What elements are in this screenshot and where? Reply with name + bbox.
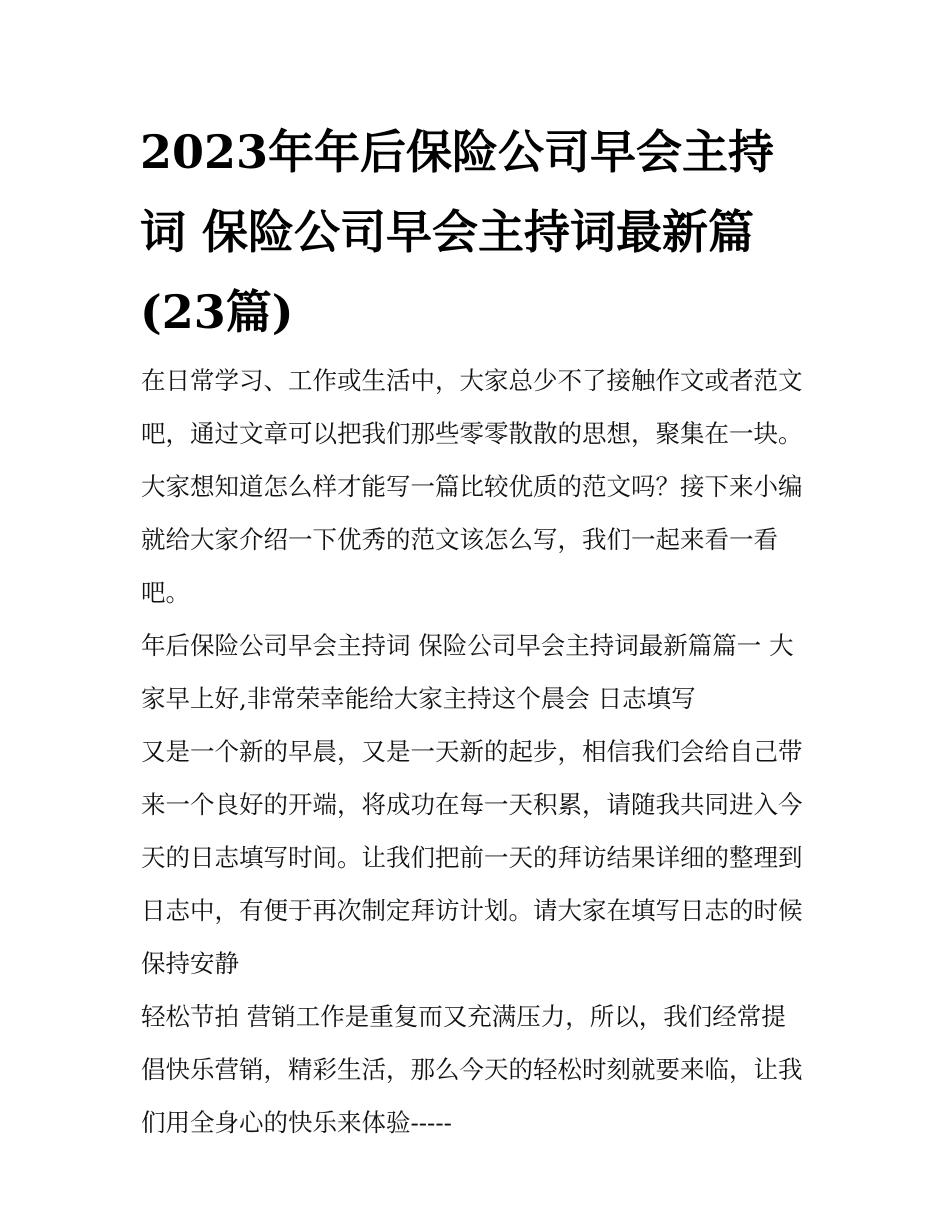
body-line: 大家想知道怎么样才能写一篇比较优质的范文吗？接下来小编: [141, 472, 803, 501]
body-line: 吧。: [141, 578, 190, 607]
document-body: [141, 354, 831, 1149]
body-line: 来一个良好的开端，将成功在每一天积累，请随我共同进入今: [141, 790, 803, 819]
body-line: 在日常学习、工作或生活中，大家总少不了接触作文或者范文: [141, 366, 803, 395]
body-line: 倡快乐营销，精彩生活，那么今天的轻松时刻就要来临，让我: [141, 1055, 803, 1084]
title-line: 词 保险公司早会主持词最新篇: [140, 205, 755, 259]
body-line: 又是一个新的早晨，又是一天新的起步，相信我们会给自己带: [141, 737, 803, 766]
body-line: 们用全身心的快乐来体验-----: [141, 1108, 452, 1137]
body-line: 保持安静: [141, 949, 239, 978]
body-line: 家早上好,非常荣幸能给大家主持这个晨会 日志填写: [141, 684, 696, 713]
body-line: 吧，通过文章可以把我们那些零零散散的思想，聚集在一块。: [141, 419, 803, 448]
title-line: 2023年年后保险公司早会主持: [140, 125, 775, 179]
document-title: [140, 112, 820, 352]
body-line: 年后保险公司早会主持词 保险公司早会主持词最新篇篇一 大: [141, 631, 794, 660]
title-line: (23篇): [140, 285, 294, 339]
body-line: 天的日志填写时间。让我们把前一天的拜访结果详细的整理到: [141, 843, 803, 872]
body-line: 日志中，有便于再次制定拜访计划。请大家在填写日志的时候: [141, 896, 803, 925]
body-line: 就给大家介绍一下优秀的范文该怎么写，我们一起来看一看: [141, 525, 778, 554]
body-line: 轻松节拍 营销工作是重复而又充满压力，所以，我们经常提: [141, 1002, 786, 1031]
